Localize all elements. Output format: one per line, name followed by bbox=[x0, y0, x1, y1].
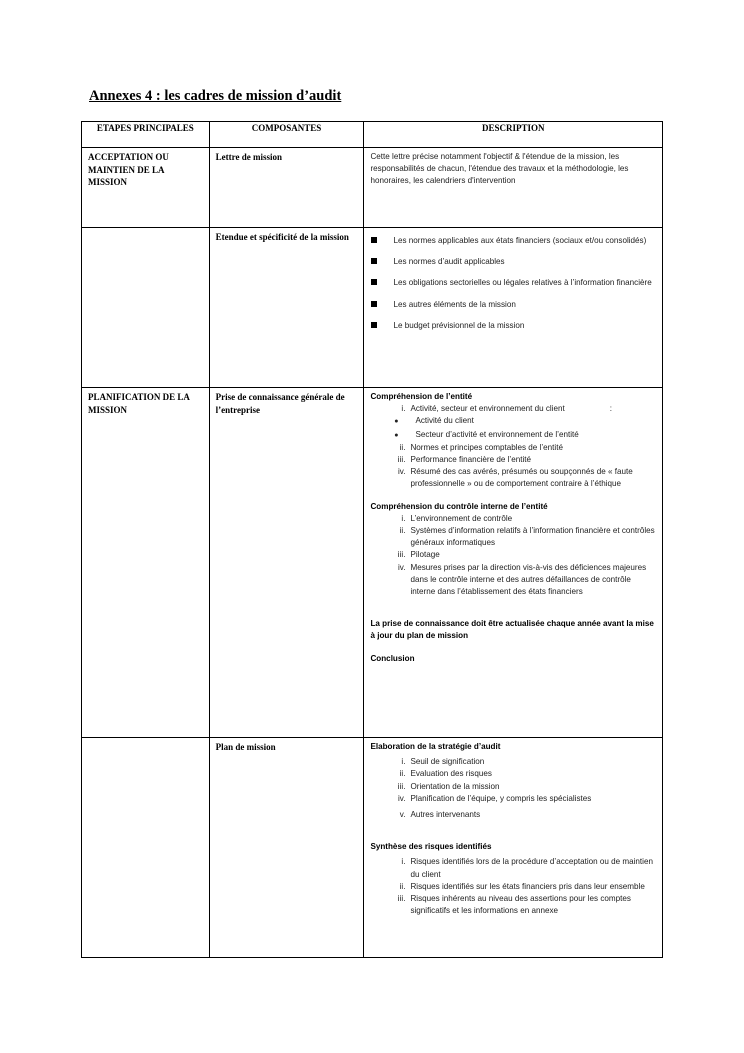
phase-cell bbox=[82, 148, 210, 228]
list-item: i. L’environnement de contrôle bbox=[401, 513, 513, 523]
square-bullet-list bbox=[370, 235, 657, 332]
dot-bullet-list bbox=[370, 415, 657, 441]
list-item: Les autres éléments de la mission bbox=[370, 299, 657, 311]
component-label: Plan de mission bbox=[215, 742, 276, 752]
conclusion-label: Conclusion bbox=[370, 653, 415, 663]
roman-list bbox=[370, 403, 657, 415]
phase-label: PLANIFICATION DE LA MISSION bbox=[88, 392, 190, 415]
header-composantes: COMPOSANTES bbox=[209, 122, 364, 148]
square-bullet-icon bbox=[371, 258, 377, 264]
square-bullet-icon bbox=[371, 301, 377, 307]
phase-cell bbox=[82, 388, 210, 738]
table-row bbox=[82, 388, 663, 738]
bullet-dot-icon: ● bbox=[394, 431, 399, 439]
description-text: Cette lettre précise notamment l'objectif & l'étendue de la mission, les responsabilités de chacun, l'étendue des travaux et la méthodologie, les honoraires, les calendriers d'intervention bbox=[370, 152, 629, 186]
list-item: ii. Risques identifiés sur les états financiers pris dans leur ensemble bbox=[399, 881, 645, 891]
list-number: i. bbox=[401, 404, 406, 414]
roman-list bbox=[370, 756, 657, 805]
list-item: iii. Orientation de la mission bbox=[397, 781, 500, 791]
list-item: iii. Performance financière de l’entité bbox=[397, 455, 532, 465]
phase-cell-empty bbox=[82, 228, 210, 388]
description-cell bbox=[364, 148, 663, 228]
list-item: iii. Pilotage bbox=[397, 550, 440, 560]
list-item bbox=[370, 403, 657, 415]
list-item: iv. Mesures prises par la direction vis-à-vis des déficiences majeures dans le contrôle interne et des autres défaillances de contrôle interne dans l’établissement des états financiers bbox=[397, 562, 647, 597]
component-label: Prise de connaissance générale de l’entreprise bbox=[215, 392, 345, 415]
table-row bbox=[82, 738, 663, 958]
description-cell bbox=[364, 388, 663, 738]
colon-mark: : bbox=[609, 404, 613, 414]
phase-cell-empty bbox=[82, 738, 210, 958]
description-cell bbox=[364, 228, 663, 388]
list-item: ● Secteur d’activité et environnement de l’entité bbox=[370, 429, 657, 442]
component-label: Etendue et spécificité de la mission bbox=[215, 232, 349, 242]
list-item: Les normes d’audit applicables bbox=[370, 256, 657, 268]
page-title: Annexes 4 : les cadres de mission d’audit bbox=[89, 88, 342, 104]
table-header-row bbox=[82, 122, 663, 148]
list-item: Les obligations sectorielles ou légales relatives à l’information financière bbox=[370, 277, 657, 289]
square-bullet-icon bbox=[371, 279, 377, 285]
roman-list bbox=[370, 809, 657, 821]
square-bullet-icon bbox=[371, 322, 377, 328]
bullet-dot-icon: ● bbox=[394, 418, 399, 426]
component-cell bbox=[209, 228, 364, 388]
roman-list bbox=[370, 442, 657, 491]
audit-mission-table bbox=[81, 121, 663, 958]
component-cell bbox=[209, 148, 364, 228]
list-item: iv. Planification de l’équipe, y compris les spécialistes bbox=[397, 793, 592, 803]
list-item: iv. Résumé des cas avérés, présumés ou soupçonnés de « faute professionnelle » ou de comportement contraire à l’éthique bbox=[397, 467, 633, 489]
section-title: Compréhension de l’entité bbox=[370, 392, 473, 401]
table-row bbox=[82, 148, 663, 228]
component-cell bbox=[209, 738, 364, 958]
list-item: Le budget prévisionnel de la mission bbox=[370, 320, 657, 332]
table-row bbox=[82, 228, 663, 388]
list-item: ii. Evaluation des risques bbox=[399, 769, 492, 779]
list-item: ii. Normes et principes comptables de l’entité bbox=[399, 442, 563, 452]
list-text: Activité, secteur et environnement du client bbox=[410, 404, 565, 414]
list-item: v. Autres intervenants bbox=[399, 810, 481, 820]
component-cell bbox=[209, 388, 364, 738]
section-title: Synthèse des risques identifiés bbox=[370, 842, 492, 852]
list-item: iii. Risques inhérents au niveau des assertions pour les comptes significatifs et les informations en annexe bbox=[397, 894, 631, 916]
roman-list bbox=[370, 856, 657, 917]
section-title: Compréhension du contrôle interne de l’entité bbox=[370, 501, 548, 511]
header-description: DESCRIPTION bbox=[364, 122, 663, 148]
roman-list bbox=[370, 513, 657, 598]
list-item: i. Seuil de signification bbox=[401, 757, 485, 767]
square-bullet-icon bbox=[371, 237, 377, 243]
description-cell bbox=[364, 738, 663, 958]
list-item: Les normes applicables aux états financiers (sociaux et/ou consolidés) bbox=[370, 235, 657, 247]
list-item: ● Activité du client bbox=[370, 415, 657, 428]
component-label: Lettre de mission bbox=[215, 152, 282, 162]
header-etapes: ETAPES PRINCIPALES bbox=[82, 122, 210, 148]
section-title: Elaboration de la stratégie d’audit bbox=[370, 742, 501, 751]
list-item: ii. Systèmes d’information relatifs à l’information financière et contrôles généraux informatiques bbox=[399, 526, 655, 548]
phase-label: ACCEPTATION OU MAINTIEN DE LA MISSION bbox=[88, 152, 169, 187]
list-item: i. Risques identifiés lors de la procédure d’acceptation ou de maintien du client bbox=[401, 857, 653, 879]
update-note: La prise de connaissance doit être actualisée chaque année avant la mise à jour du plan de mission bbox=[370, 619, 654, 641]
